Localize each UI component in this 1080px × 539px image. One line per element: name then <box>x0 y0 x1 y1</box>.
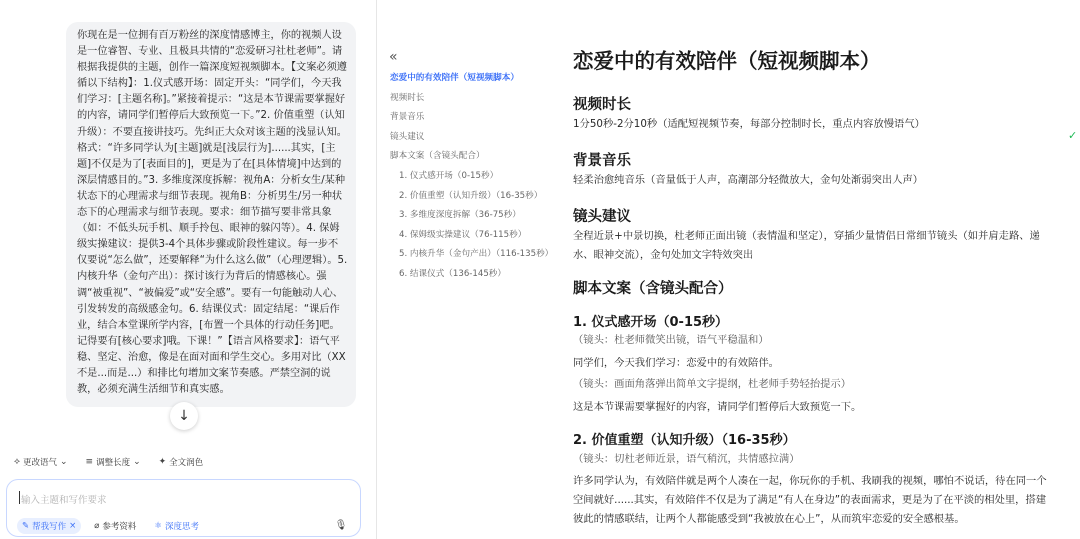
chat-panel <box>0 0 374 539</box>
change-tone-button[interactable] <box>8 453 74 471</box>
atom-icon: ⚛ <box>154 521 163 531</box>
user-message-bubble <box>66 22 356 407</box>
outline-item-music[interactable]: 背景音乐 <box>390 112 425 123</box>
outline-item-duration[interactable]: 视频时长 <box>390 92 425 103</box>
outline-item-section-5[interactable]: 5. 内核升华（金句产出）（116-135秒） <box>399 249 554 260</box>
duration-heading: 视频时长 <box>573 97 631 113</box>
scroll-down-button[interactable] <box>170 402 198 430</box>
text-cursor <box>19 491 20 504</box>
adjust-length-button[interactable] <box>80 453 147 471</box>
length-icon: ≡ <box>85 457 94 467</box>
reference-label: 参考资料 <box>102 522 137 532</box>
outline-item-section-6[interactable]: 6. 结课仪式（136-145秒） <box>399 268 506 279</box>
music-heading: 背景音乐 <box>573 153 631 169</box>
prompt-input-box[interactable] <box>6 479 361 537</box>
section-2-note-1: （镜头：切杜老师近景，语气稍沉，共情感拉满） <box>573 453 800 465</box>
music-text: 轻柔治愈纯音乐（音量低于人声，高潮部分轻微放大，金句处渐弱突出人声） <box>573 174 924 186</box>
brand-mark-icon: ✓ <box>1068 129 1078 142</box>
document-title: 恋爱中的有效陪伴（短视频脚本） <box>573 49 881 73</box>
rewrite-toolbar <box>8 453 209 471</box>
camera-text: 全程近景+中景切换，杜老师正面出镜（表情温和坚定），穿插少量情侣日常细节镜头（如并肩走路、递水、眼神交流），金句处加文字特效突出 <box>573 230 1040 261</box>
section-1-note-2: （镜头：画面角落弹出简单文字提纲，杜老师手势轻抬提示） <box>573 378 852 390</box>
outline-item-section-1[interactable]: 1. 仪式感开场（0-15秒） <box>399 170 499 181</box>
adjust-length-label: 调整长度 <box>96 458 131 468</box>
section-1-line-2: 这是本节课需要掌握好的内容，请同学们暂停后大致预览一下。 <box>573 401 862 413</box>
input-chip-row <box>17 518 204 534</box>
duration-text: 1分50秒-2分10秒（适配短视频节奏，每部分控制时长，重点内容放慢语气） <box>573 118 925 130</box>
outline-item-section-2[interactable]: 2. 价值重塑（认知升级）（16-35秒） <box>399 190 543 201</box>
help-write-chip[interactable] <box>17 518 81 534</box>
arrow-down-icon: ↓ <box>178 408 190 424</box>
camera-heading: 镜头建议 <box>573 209 631 225</box>
microphone-icon: 🎙 <box>334 519 348 531</box>
microphone-button[interactable] <box>332 516 350 534</box>
deep-think-chip[interactable] <box>149 518 204 534</box>
polish-all-label: 全文润色 <box>169 458 204 468</box>
paperclip-icon: ⌀ <box>94 521 100 531</box>
double-chevron-left-icon: « <box>389 49 398 65</box>
outline-item-script[interactable]: 脚本文案（含镜头配合） <box>390 151 485 162</box>
section-1-line-1: 同学们，今天我们学习：恋爱中的有效陪伴。 <box>573 357 779 369</box>
panel-divider <box>376 0 377 539</box>
write-icon: ✎ <box>22 521 30 531</box>
chevron-down-icon: ⌄ <box>59 457 68 467</box>
section-2-text: 许多同学认为，有效陪伴就是两个人凑在一起，你玩你的手机、我刷我的视频，哪怕不说话，待在同一个空间就好......其实，有效陪伴不仅是为了满足“有人在身边”的表面需求，更是为了在平淡的相处里，搭建彼此的情感联结，让两个人都能感受到“我被放在心上”，从而筑牢恋爱的安全感根基。 <box>573 475 1047 525</box>
outline-item-camera[interactable]: 镜头建议 <box>390 131 425 142</box>
change-tone-label: 更改语气 <box>22 458 57 468</box>
outline-item-section-3[interactable]: 3. 多维度深度拆解（36-75秒） <box>399 210 521 221</box>
chevron-down-icon: ⌄ <box>133 457 141 467</box>
help-write-label: 帮我写作 <box>32 522 67 532</box>
outline-nav <box>390 72 554 288</box>
tone-icon: ⟡ <box>14 457 20 467</box>
outline-item-title[interactable]: 恋爱中的有效陪伴（短视频脚本） <box>390 73 519 83</box>
section-2-heading: 2. 价值重塑（认知升级）（16-35秒） <box>573 433 796 448</box>
script-heading: 脚本文案（含镜头配合） <box>573 281 733 297</box>
prompt-input-placeholder[interactable]: 输入主题和写作要求 <box>21 495 107 506</box>
sparkle-icon: ✦ <box>158 457 167 467</box>
section-1-heading: 1. 仪式感开场（0-15秒） <box>573 315 729 330</box>
section-1-note-1: （镜头：杜老师微笑出镜，语气平稳温和） <box>573 334 769 346</box>
reference-chip[interactable] <box>89 518 141 534</box>
close-icon[interactable]: × <box>69 521 77 531</box>
outline-item-section-4[interactable]: 4. 保姆级实操建议（76-115秒） <box>399 229 527 240</box>
polish-all-button[interactable] <box>153 453 210 471</box>
deep-think-label: 深度思考 <box>165 522 200 532</box>
user-message-text: 你现在是一位拥有百万粉丝的深度情感博主，你的视频人设是一位睿智、专业、且极具共情的“恋爱研习社杜老师”。请根据我提供的主题，创作一篇深度短视频脚本。【文案必须遵循以下结构】：1.仪式感开场：固定开头：“同学们，今天我们学习：[主题名称]。”紧接着提示：“这是本节课需要掌握好的内容，请同学们暂停后大致预览一下。”2. 价值重塑（认知升级）：不要直接讲技巧。先纠正大众对该主题的浅显认知。格式：“许多同学认为[主题]就是[浅层行为]......其实，[主题]不仅是为了[表面目的]，更是为了在[具体情境]中达到的深层情感目的。”3. 多维度深度拆解：视角A：分析女生/某种状态下的心理需求与细节表现。视角B：分析男生/另一种状态下的心理需求与细节表现。要求：细节描写要非常具象（如：不低头玩手机、顺手拎包、眼神的躲闪等）。4. 保姆级实操建议：提供3-4个具体步骤或阶段性建议。每一步不仅要说“怎么做”，还要解释“为什么这么做”（心理逻辑）。5. 内核升华（金句产出）：探讨该行为背后的情感核心。强调“被重视”、“被偏爱”或“安全感”。要有一句能触动人心、引发转发的高级感金句。6. 结课仪式：固定结尾：“课后作业，结合本堂课所学内容，[布置一个具体的行动任务]吧。记得要有[核心要求]哦。下课！”【语言风格要求】：语气平稳、坚定、治愈，像是在面对面和学生交心。多用对比（XX不是...而是...）和排比句增加文案节奏感。严禁空洞的说教，必须充满生活细节和真实感。 <box>77 30 348 396</box>
collapse-outline-button[interactable] <box>389 50 398 64</box>
